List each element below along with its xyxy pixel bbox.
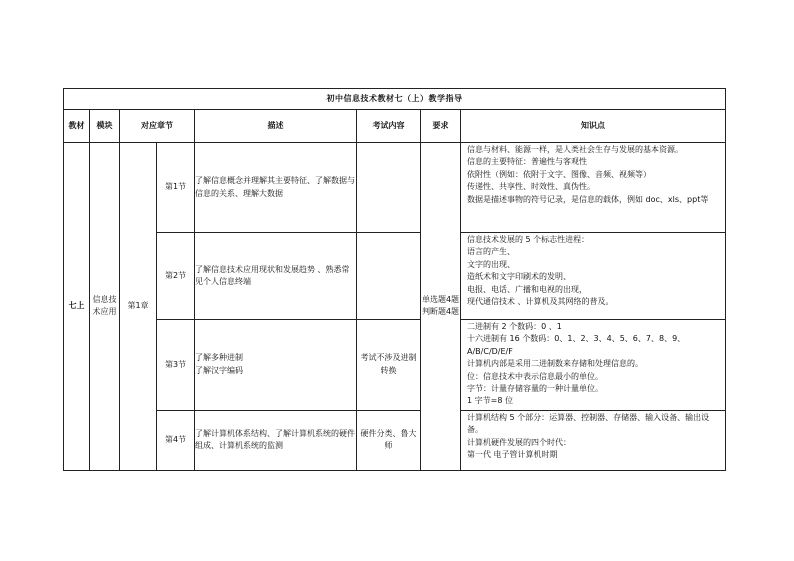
section-name: 第4节 (157, 410, 195, 470)
knowledge-line: 信息技术发展的 5 个标志性进程： (467, 235, 590, 244)
knowledge-line: 二进制有 2 个数码：0 、1 (467, 322, 562, 331)
table-row (64, 410, 726, 470)
textbook-cell: 七上 (64, 143, 90, 471)
knowledge-line: 信息的主要特征：普遍性与客观性 (467, 157, 587, 167)
section-knowledge (461, 410, 726, 470)
table-row (64, 143, 726, 233)
section-knowledge (461, 143, 726, 233)
requirement-cell: 单选题4题判断题4题 (421, 143, 461, 471)
knowledge-line: 依附性（例如：依附于文字、图像、音频、视频等） (467, 169, 651, 179)
chapter-cell: 第1章 (120, 143, 157, 471)
knowledge-line: 位：信息技术中表示信息最小的单位。 (467, 371, 603, 381)
section-knowledge (461, 320, 726, 411)
knowledge-line: 传递性、共享性、时效性、真伪性。 (467, 182, 595, 192)
section-exam (357, 143, 421, 233)
knowledge-line: 第一代 电子管计算机时期 (467, 449, 558, 459)
section-exam: 硬件分类、鲁大师 (357, 410, 421, 470)
section-name: 第2节 (157, 233, 195, 320)
knowledge-line: 十六进制有 16 个数码：0、1、2、3、4、5、6、7、8、9、A/B/C/D/E/F (467, 334, 686, 356)
header-description: 描述 (195, 110, 357, 143)
section-description: 了解信息技术应用现状和发展趋势 、熟悉常见个人信息终端 (195, 233, 357, 320)
knowledge-line: 1 字节=8 位 (467, 396, 513, 406)
knowledge-line: 语言的产生、 (467, 247, 515, 257)
header-module: 模块 (90, 110, 120, 143)
knowledge-line: 造纸术和文字印刷术的发明、 (467, 272, 571, 282)
section-name: 第1节 (157, 143, 195, 233)
knowledge-line: 电报、电话、广播和电视的出现， (467, 284, 587, 294)
header-chapter: 对应章节 (120, 110, 195, 143)
header-row (64, 110, 726, 143)
section-exam (357, 233, 421, 320)
section-name: 第3节 (157, 320, 195, 411)
knowledge-line: 字节：计量存储容量的一种计量单位。 (467, 383, 603, 393)
header-exam: 考试内容 (357, 110, 421, 143)
section-exam: 考试不涉及进制转换 (357, 320, 421, 411)
teaching-guide-table (63, 88, 726, 471)
table-row (64, 320, 726, 411)
knowledge-line: 数据是描述事物的符号记录，是信息的载体，例如 doc、xls、ppt等 (467, 194, 709, 204)
header-textbook: 教材 (64, 110, 90, 143)
knowledge-line: 计算机内部是采用二进制数来存储和处理信息的。 (467, 359, 643, 369)
module-cell: 信息技术应用 (90, 143, 120, 471)
knowledge-line: 计算机结构 5 个部分：运算器、控制器、存储器、输入设备、输出设备。 (467, 412, 710, 435)
knowledge-line: 计算机硬件发展的四个时代： (467, 437, 571, 447)
section-description: 了解计算机体系结构、了解计算机系统的硬件组成、计算机系统的监测 (195, 410, 357, 470)
knowledge-line: 文字的出现、 (467, 259, 515, 269)
section-description: 了解信息概念并理解其主要特征、了解数据与信息的关系、理解大数据 (195, 143, 357, 233)
header-knowledge: 知识点 (461, 110, 726, 143)
table-title: 初中信息技术教材七（上）教学指导 (64, 89, 726, 110)
section-description: 了解多种进制 了解汉字编码 (195, 320, 357, 411)
knowledge-line: 现代通信技术 、计算机及其网络的普及。 (467, 296, 614, 306)
header-requirement: 要求 (421, 110, 461, 143)
section-knowledge (461, 233, 726, 320)
table-row (64, 233, 726, 320)
knowledge-line: 信息与材料、能源一样，是人类社会生存与发展的基本资源。 (467, 145, 683, 154)
